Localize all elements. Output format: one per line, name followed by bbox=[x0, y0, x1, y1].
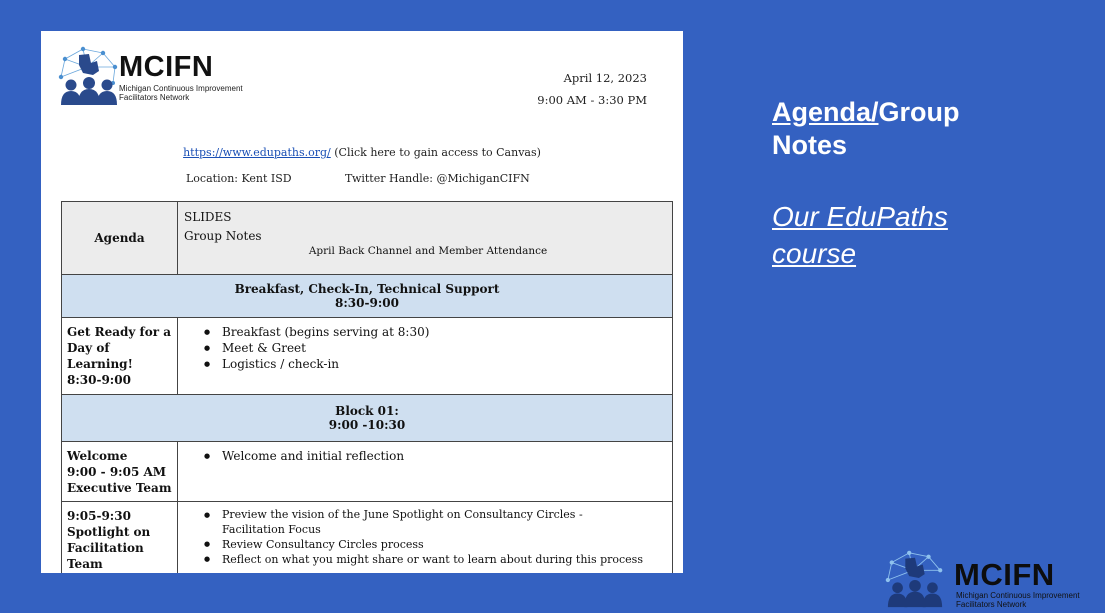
list-item: ● Breakfast (begins serving at 8:30) bbox=[222, 324, 672, 340]
logo-subtitle-line1: Michigan Continuous Improvement bbox=[119, 84, 243, 93]
table-row bbox=[62, 395, 673, 442]
back-channel-link[interactable]: April Back Channel and Member Attendance bbox=[308, 245, 548, 257]
agenda-label: Agenda bbox=[94, 231, 145, 245]
list-item: ● Reflect on what you might share or want to learn about during this process bbox=[222, 552, 648, 567]
row-time: 9:00 - 9:05 AM bbox=[67, 465, 167, 479]
row-label: Spotlight on Facilitation Team bbox=[67, 525, 151, 571]
event-time: 9:00 AM - 3:30 PM bbox=[537, 93, 647, 107]
mcifn-logo bbox=[57, 45, 257, 109]
link-note: (Click here to gain access to Canvas) bbox=[334, 146, 541, 159]
row-content-cell bbox=[178, 318, 673, 395]
table-row bbox=[62, 202, 673, 275]
row-time: 9:05-9:30 bbox=[67, 509, 131, 523]
network-people-icon bbox=[57, 45, 121, 107]
row-label-cell bbox=[62, 318, 178, 395]
band-title: Breakfast, Check-In, Technical Support bbox=[234, 282, 500, 296]
twitter-handle-text: Twitter Handle: @MichiganCIFN bbox=[345, 172, 530, 185]
corner-logo-wordmark: MCIFN bbox=[954, 557, 1055, 592]
section-band bbox=[62, 395, 673, 442]
agenda-header-cell bbox=[62, 202, 178, 275]
agenda-link[interactable]: Agenda/ bbox=[772, 97, 879, 127]
canvas-link-line bbox=[41, 146, 683, 159]
row-label: Get Ready for a Day of Learning! bbox=[67, 325, 171, 371]
list-item: ● Meet & Greet bbox=[222, 340, 672, 356]
agenda-document bbox=[41, 31, 683, 573]
row-label-cell bbox=[62, 502, 178, 574]
slides-cell bbox=[178, 202, 673, 275]
slide-title bbox=[772, 96, 1032, 162]
row-content-cell bbox=[178, 502, 673, 574]
row-label-cell bbox=[62, 442, 178, 502]
table-row bbox=[62, 275, 673, 318]
group-notes-title: Group Notes bbox=[772, 97, 960, 160]
row-time: 8:30-9:00 bbox=[67, 373, 131, 387]
row-label: Welcome bbox=[67, 449, 128, 463]
table-row bbox=[62, 442, 673, 502]
edupaths-link[interactable]: https://www.edupaths.org/ bbox=[183, 146, 331, 159]
table-row bbox=[62, 502, 673, 574]
network-people-icon bbox=[884, 548, 946, 610]
event-date: April 12, 2023 bbox=[563, 71, 647, 85]
band-title: Block 01: bbox=[335, 404, 399, 418]
logo-subtitle-line2: Facilitators Network bbox=[119, 93, 190, 102]
row-content-cell bbox=[178, 442, 673, 502]
slides-link[interactable]: SLIDES bbox=[184, 210, 232, 224]
list-item: ● Preview the vision of the June Spotlight on Consultancy Circles - Facilitation Focus bbox=[222, 508, 648, 537]
corner-mcifn-logo bbox=[884, 548, 1099, 610]
location-text: Location: Kent ISD bbox=[186, 172, 292, 185]
list-item: ● Review Consultancy Circles process bbox=[222, 537, 648, 552]
row-team: Executive Team bbox=[67, 481, 172, 495]
corner-logo-subtitle-line1: Michigan Continuous Improvement bbox=[956, 591, 1080, 600]
band-time: 8:30-9:00 bbox=[335, 296, 399, 310]
band-time: 9:00 -10:30 bbox=[328, 418, 406, 432]
list-item: ● Welcome and initial reflection bbox=[222, 448, 672, 464]
logo-wordmark: MCIFN bbox=[119, 51, 214, 83]
group-notes-link[interactable]: Group Notes bbox=[184, 229, 262, 243]
list-item: ● Logistics / check-in bbox=[222, 356, 672, 372]
agenda-table bbox=[61, 201, 673, 573]
edupaths-course-link[interactable]: Our EduPaths course bbox=[772, 201, 948, 269]
corner-logo-subtitle-line2: Facilitators Network bbox=[956, 600, 1027, 609]
table-row bbox=[62, 318, 673, 395]
section-band bbox=[62, 275, 673, 318]
